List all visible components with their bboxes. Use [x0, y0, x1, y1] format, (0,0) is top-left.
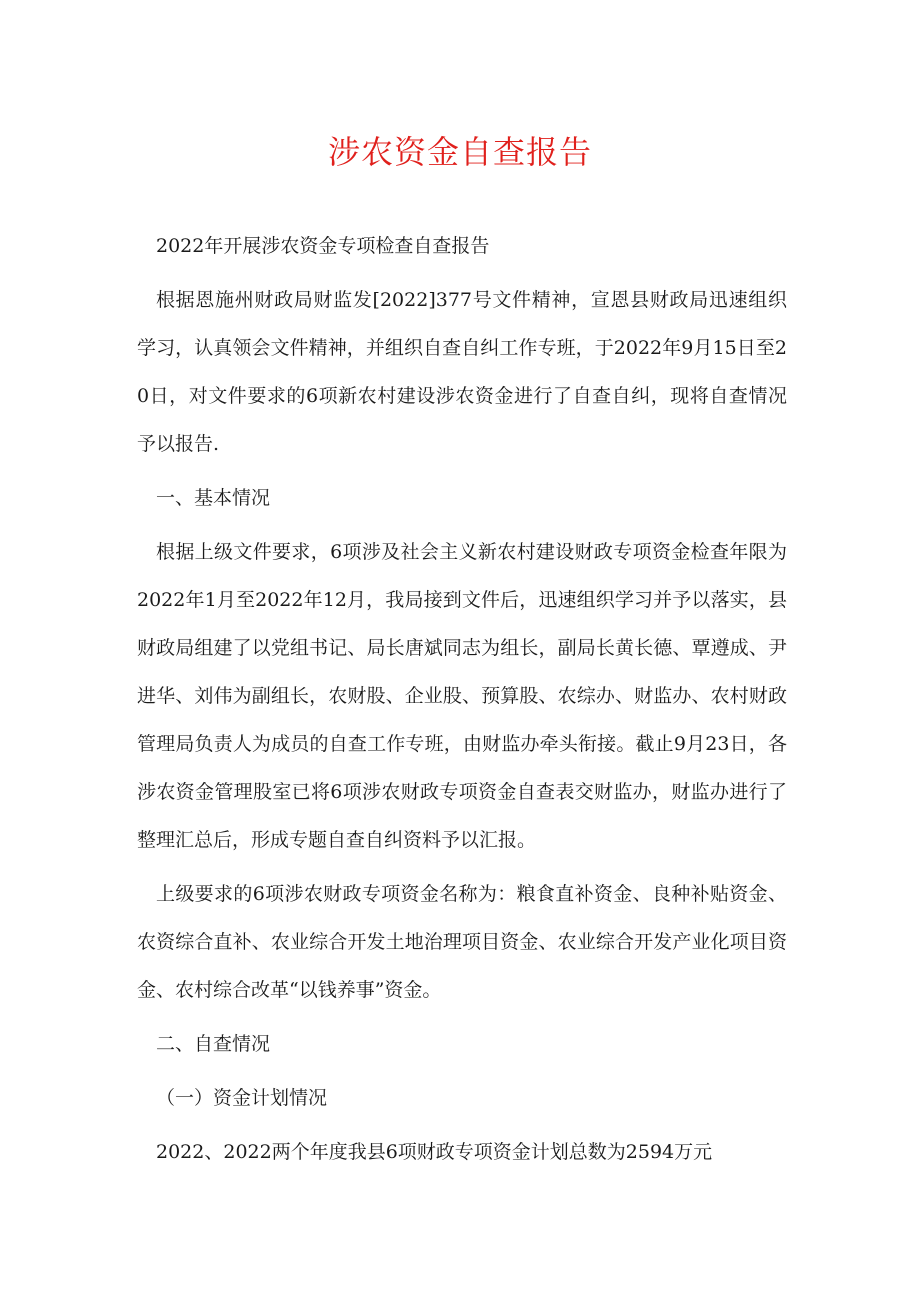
- document-title: 涉农资金自查报告: [327, 133, 592, 171]
- plan-paragraph: 2022、2022两个年度我县6项财政专项资金计划总数为2594万元: [156, 1141, 713, 1163]
- intro-paragraph: 根据恩施州财政局财监发[2022]377号文件精神，宣恩县财政局迅速组织学习，认真领会文件精神，并组织自查自纠工作专班，于2022年9月15日至20日，对文件要求的6项新农村建设涉农资金进行了自查自纠，现将自查情况予以报告.: [137, 289, 787, 455]
- basic-situation-paragraph: 根据上级文件要求，6项涉及社会主义新农村建设财政专项资金检查年限为2022年1月至2022年12月，我局接到文件后，迅速组织学习并予以落实，县财政局组建了以党组书记、局长唐斌同志为组长，副局长黄长德、覃遵成、尹进华、刘伟为副组长，农财股、企业股、预算股、农综办、财监办、农村财政管理局负责人为成员的自查工作专班，由财监办牵头衔接。截止9月23日，各涉农资金管理股室已将6项涉农财政专项资金自查表交财监办，财监办进行了整理汇总后，形成专题自查自纠资料予以汇报。: [137, 541, 787, 851]
- fund-names-paragraph: 上级要求的6项涉农财政专项资金名称为：粮食直补资金、良种补贴资金、农资综合直补、农业综合开发土地治理项目资金、农业综合开发产业化项目资金、农村综合改革“以钱养事”资金。: [137, 883, 787, 1001]
- section-heading-selfcheck: 二、自查情况: [156, 1033, 271, 1055]
- document-body: [137, 222, 787, 1182]
- subsection-heading-plan: （一）资金计划情况: [156, 1087, 328, 1109]
- subtitle-paragraph: 2022年开展涉农资金专项检查自查报告: [156, 235, 490, 257]
- section-heading-basic: 一、基本情况: [156, 487, 271, 509]
